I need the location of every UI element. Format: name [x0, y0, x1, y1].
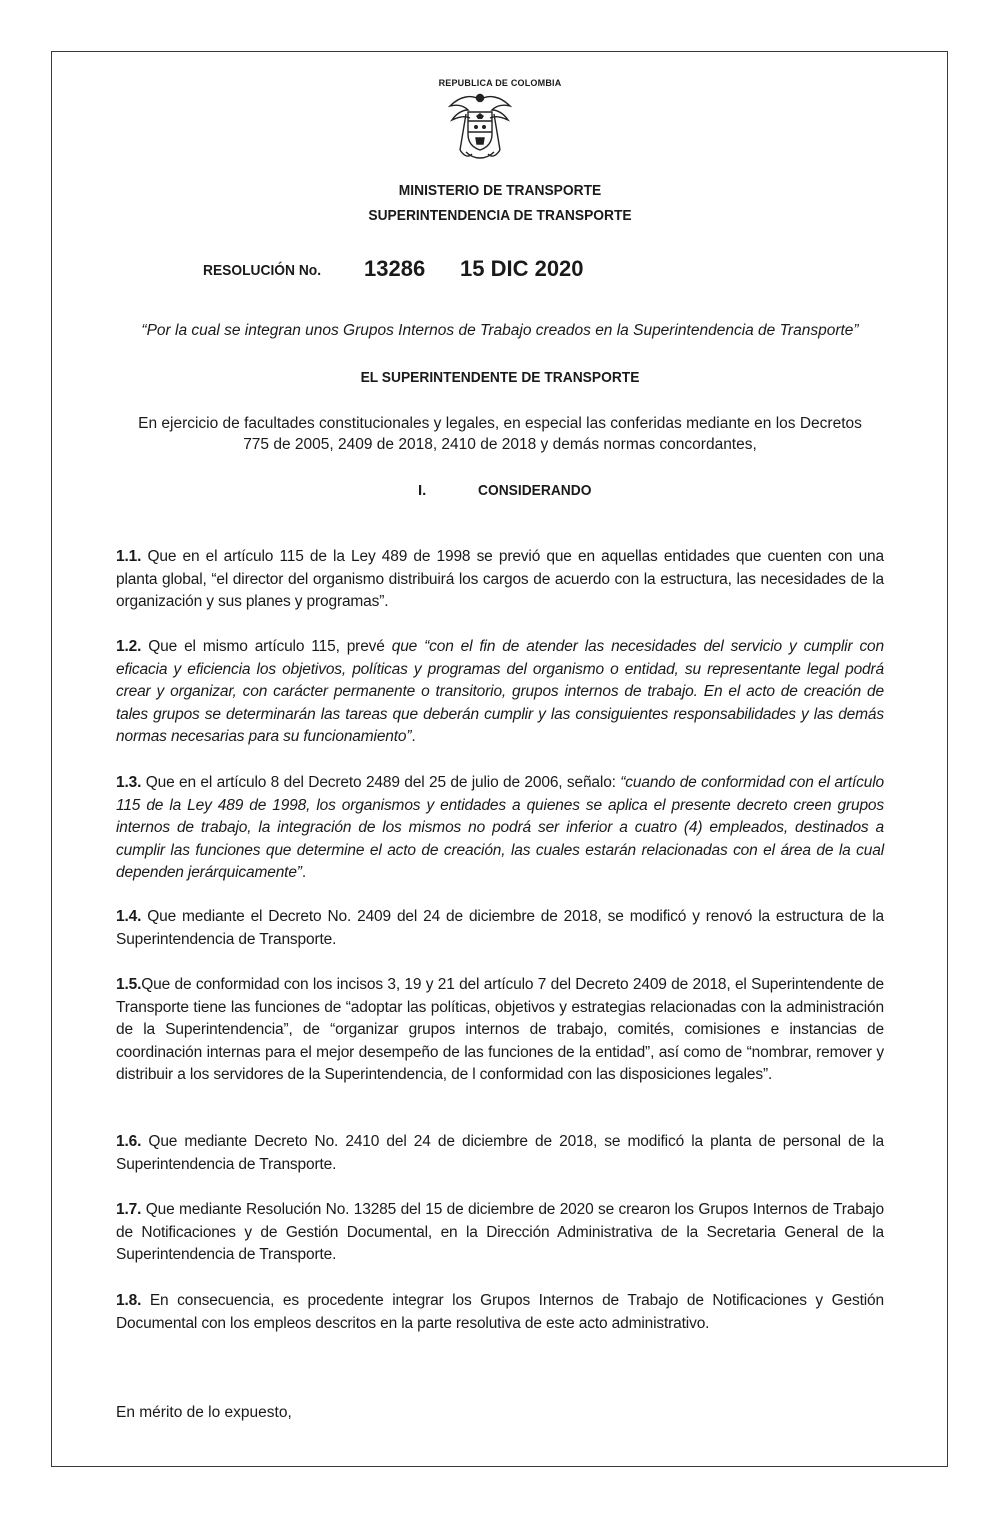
preamble-line-2: 775 de 2005, 2409 de 2018, 2410 de 2018 y demás normas concordantes, — [243, 436, 757, 453]
resolution-date: 15 DIC 2020 — [460, 256, 584, 281]
paragraph-number: 1.2. — [116, 638, 142, 655]
resolution-label: RESOLUCIÓN No. — [203, 262, 322, 279]
paragraph-1-4 — [116, 906, 884, 951]
paragraph-1-8 — [116, 1290, 884, 1335]
preamble — [118, 413, 882, 455]
paragraph-1-6 — [116, 1131, 884, 1176]
paragraph-text: Que mediante Resolución No. 13285 del 15 de diciembre de 2020 se crearon los Grupos Internos de Trabajo de Notificaciones y de Gestión Documental, en la Dirección Administrativa de la Secretaria General de la Superintendencia de Transporte. — [116, 1201, 884, 1264]
ministry-heading: MINISTERIO DE TRANSPORTE — [398, 182, 602, 199]
paragraph-number: 1.4. — [116, 908, 142, 925]
resolution-subtitle: “Por la cual se integran unos Grupos Internos de Trabajo creados en la Superintendencia de Transporte” — [141, 322, 859, 339]
paragraph-text: Que en el artículo 8 del Decreto 2489 del 25 de julio de 2006, señalo: — [141, 774, 621, 791]
paragraph-text: Que en el artículo 115 de la Ley 489 de 1998 se previó que en aquellas entidades que cuenten con una planta global, “el director del organismo distribuirá los cargos de acuerdo con la estructura, las necesidades de la organización y sus planes y programas”. — [116, 548, 884, 611]
paragraph-text: Que mediante Decreto No. 2410 del 24 de diciembre de 2018, se modificó la planta de personal de la Superintendencia de Transporte. — [116, 1133, 884, 1173]
section-number: I. — [418, 482, 427, 499]
paragraph-1-1 — [116, 546, 884, 614]
paragraph-number: 1.8. — [116, 1292, 142, 1309]
authority-heading: EL SUPERINTENDENTE DE TRANSPORTE — [360, 369, 640, 386]
paragraph-1-3 — [116, 772, 884, 885]
paragraph-number: 1.6. — [116, 1133, 142, 1150]
paragraph-text: En consecuencia, es procedente integrar los Grupos Internos de Trabajo de Notificaciones y Gestión Documental con los empleos descritos en la parte resolutiva de este acto administrativo. — [116, 1292, 884, 1332]
paragraph-text: Que mediante el Decreto No. 2409 del 24 de diciembre de 2018, se modificó y renovó la estructura de la Superintendencia de Transporte. — [116, 908, 884, 948]
paragraph-1-5 — [116, 974, 884, 1087]
paragraph-quote: que “con el fin de atender las necesidades del servicio y cumplir con eficacia y eficiencia los objetivos, políticas y programas del organismo o entidad, su representante legal podrá crear y organizar, con carácter permanente o transitorio, grupos internos de trabajo. En el acto de creación de tales grupos se determinarán las tareas que deberán cumplir y las consiguientes responsabilidades y las demás normas necesarias para su funcionamiento” — [116, 638, 884, 746]
paragraph-text: Que de conformidad con los incisos 3, 19 y 21 del artículo 7 del Decreto 2409 de 2018, el Superintendente de Transporte tiene las funciones de “adoptar las políticas, objetivos y estrategias relacionadas con la administración de la Superintendencia”, de “organizar grupos internos de trabajo, comités, comisiones e instancias de coordinación internas para el mejor desempeño de las funciones de la entidad”, así como de “nombrar, remover y distribuir a los servidores de la Superintendencia, de l conformidad con las disposiciones legales”. — [116, 976, 884, 1084]
preamble-line-1: En ejercicio de facultades constitucionales y legales, en especial las conferidas mediante en los Decretos — [138, 415, 862, 432]
paragraph-text: Que el mismo artículo 115, prevé — [141, 638, 392, 655]
colombia-coat-of-arms-icon — [446, 90, 514, 162]
paragraph-number: 1.7. — [116, 1201, 142, 1218]
paragraph-number: 1.5. — [116, 976, 142, 993]
paragraph-quote: “cuando de conformidad con el artículo 115 de la Ley 489 de 1998, los organismos y entidades a quienes se aplica el presente decreto creen grupos internos de trabajo, la integración de los mismos no podrá ser inferior a cuatro (4) empleados, destinados a cumplir las funciones que determine el acto de creación, las cuales estarán relacionadas con el área de la cual dependen jerárquicamente” — [116, 774, 885, 882]
paragraph-number: 1.1. — [116, 548, 142, 565]
paragraph-number: 1.3. — [116, 774, 142, 791]
section-title: CONSIDERANDO — [478, 482, 592, 499]
resolution-number: 13286 — [364, 256, 426, 281]
closing-line: En mérito de lo expuesto, — [116, 1404, 292, 1421]
superintendency-heading: SUPERINTENDENCIA DE TRANSPORTE — [368, 207, 632, 224]
paragraph-tail: . — [301, 864, 306, 882]
paragraph-1-7 — [116, 1199, 884, 1267]
paragraph-tail: . — [411, 728, 416, 746]
paragraph-1-2 — [116, 636, 884, 749]
republic-label: REPUBLICA DE COLOMBIA — [438, 78, 562, 88]
